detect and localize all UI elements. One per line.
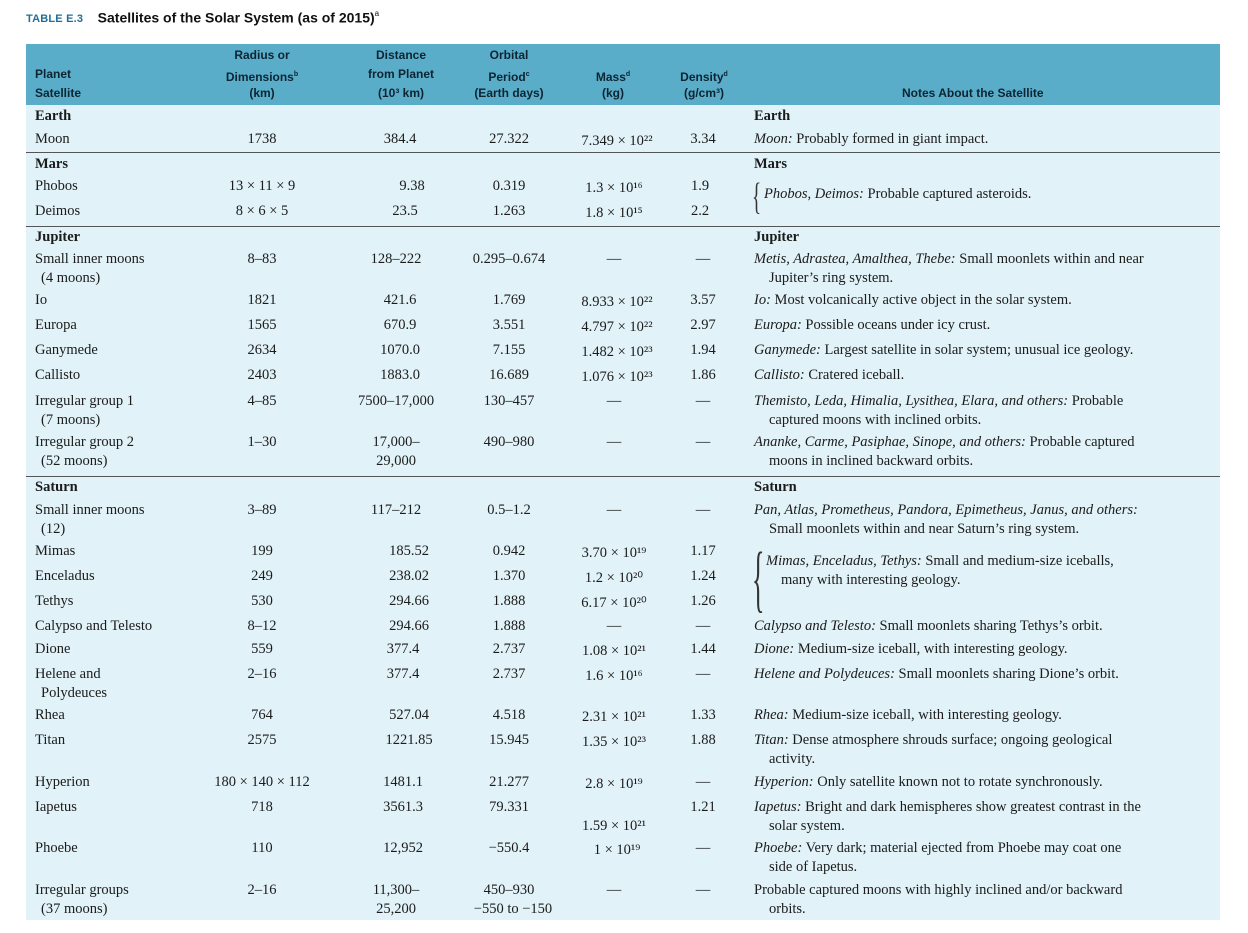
row-io-note: Io: Most volcanically active object in the solar system. (754, 292, 1072, 308)
row-phoebe-note-2: side of Iapetus. (769, 859, 858, 875)
row-jirr2-period: 490–980 (483, 434, 535, 450)
row-europa-distance: 670.9 (383, 317, 417, 333)
row-rhea-mass: 2.31 × 10²¹ (582, 709, 646, 725)
row-jsmall-density: — (695, 251, 711, 267)
row-phoebe-radius: 110 (251, 840, 273, 856)
row-calypso-mass: — (606, 618, 622, 634)
row-io-period: 1.769 (492, 292, 526, 308)
row-jirr2-mass: — (606, 434, 622, 450)
row-jirr1-density: — (695, 393, 711, 409)
row-callisto-note: Callisto: Cratered iceball. (754, 367, 905, 383)
row-deimos-period: 1.263 (492, 203, 526, 219)
row-titan-distance: 1221.85 (385, 732, 433, 748)
row-iapetus-radius: 718 (251, 799, 273, 815)
separator-mars (26, 152, 1220, 153)
row-ganymede-distance: 1070.0 (380, 342, 420, 358)
row-helene-name: Helene and (35, 666, 101, 682)
row-dione-note: Dione: Medium-size iceball, with interesting geology. (754, 641, 1068, 657)
row-iapetus-period: 79.331 (489, 799, 529, 815)
row-iapetus-name: Iapetus (35, 799, 77, 815)
note-group-earth: Earth (754, 108, 791, 124)
row-ganymede-name: Ganymede (35, 342, 98, 358)
group-saturn: Saturn (35, 479, 78, 495)
row-hyperion-name: Hyperion (35, 774, 90, 790)
row-moon-note: Moon: Probably formed in giant impact. (754, 131, 989, 147)
row-rhea-density: 1.33 (690, 707, 716, 723)
row-callisto-period: 16.689 (489, 367, 529, 383)
row-hyperion-density: — (695, 774, 711, 790)
row-phoebe-note: Phoebe: Very dark; material ejected from Phoebe may coat one (754, 840, 1122, 856)
note-group-mars: Mars (754, 156, 788, 172)
row-enceladus-distance: 238.02 (389, 568, 429, 584)
row-dione-name: Dione (35, 641, 71, 657)
row-jsmall-period: 0.295–0.674 (472, 251, 546, 267)
hdr-dist-1: Distance (375, 48, 427, 62)
row-hyperion-mass: 2.8 × 10¹⁹ (585, 776, 643, 792)
row-jirr2-distance-2: 29,000 (376, 453, 416, 469)
separator-saturn (26, 476, 1220, 477)
hdr-radius-2: Dimensions$^b$ (225, 70, 299, 84)
row-sirr-mass: — (606, 882, 622, 898)
row-phobos-period: 0.319 (492, 178, 526, 194)
table-header (26, 44, 1220, 105)
row-moon-radius: 1738 (247, 131, 277, 147)
row-jirr2-density: — (695, 434, 711, 450)
row-moon-distance: 384.4 (383, 131, 417, 147)
row-jirr1-name: Irregular group 1 (35, 393, 135, 409)
hdr-notes: Notes About the Satellite (902, 86, 1044, 100)
row-phobos-mass: 1.3 × 10¹⁶ (585, 180, 643, 196)
row-tethys-mass: 6.17 × 10²⁰ (581, 595, 647, 611)
row-titan-mass: 1.35 × 10²³ (582, 734, 646, 750)
row-calypso-note: Calypso and Telesto: Small moonlets sharing Tethys’s orbit. (754, 618, 1103, 634)
row-europa-density: 2.97 (690, 317, 716, 333)
row-jsmall-note-2: Jupiter’s ring system. (769, 270, 894, 286)
row-jirr2-name: Irregular group 2 (35, 434, 135, 450)
row-dione-mass: 1.08 × 10²¹ (582, 643, 646, 659)
row-phoebe-period: −550.4 (488, 840, 530, 856)
row-sirr-name: Irregular groups (35, 882, 129, 898)
row-io-name: Io (35, 292, 48, 308)
row-sirr-radius: 2–16 (247, 882, 277, 898)
row-phoebe-name: Phoebe (35, 840, 78, 856)
row-jsmall-mass: — (606, 251, 622, 267)
row-deimos-radius: 8 × 6 × 5 (235, 203, 289, 219)
row-iapetus-note: Iapetus: Bright and dark hemispheres show greatest contrast in the (754, 799, 1141, 815)
row-enceladus-period: 1.370 (492, 568, 526, 584)
row-deimos-mass: 1.8 × 10¹⁵ (585, 205, 643, 221)
row-calypso-period: 1.888 (492, 618, 526, 634)
row-jirr1-note-2: captured moons with inclined orbits. (769, 412, 982, 428)
row-sirr-name-2: (37 moons) (41, 901, 108, 917)
row-titan-density: 1.88 (690, 732, 716, 748)
row-rhea-name: Rhea (35, 707, 65, 723)
row-moon-period: 27.322 (489, 131, 529, 147)
row-helene-radius: 2–16 (247, 666, 277, 682)
hdr-satellite: Satellite (35, 86, 82, 100)
table-caption (26, 9, 379, 27)
row-jirr1-mass: — (606, 393, 622, 409)
row-ssmall-density: — (695, 502, 711, 518)
row-sirr-distance: 11,300– (372, 882, 420, 898)
row-jirr1-distance: 7500–17,000 (357, 393, 435, 409)
row-europa-period: 3.551 (492, 317, 526, 333)
row-tethys-period: 1.888 (492, 593, 526, 609)
row-deimos-name: Deimos (35, 203, 81, 219)
row-hyperion-period: 21.277 (489, 774, 529, 790)
row-rhea-period: 4.518 (492, 707, 526, 723)
row-ssmall-note-2: Small moonlets within and near Saturn’s ring system. (769, 521, 1080, 537)
hdr-dist-3: (10³ km) (377, 86, 424, 100)
row-io-distance: 421.6 (383, 292, 417, 308)
row-ganymede-density: 1.94 (690, 342, 716, 358)
row-phobos-radius: 13 × 11 × 9 (228, 178, 296, 194)
row-tethys-distance: 294.66 (389, 593, 429, 609)
row-jirr1-period: 130–457 (483, 393, 535, 409)
row-calypso-name: Calypso and Telesto (35, 618, 153, 634)
hdr-density-2: (g/cm³) (684, 86, 724, 100)
row-helene-mass: 1.6 × 10¹⁶ (585, 668, 643, 684)
hdr-planet: Planet (35, 67, 72, 81)
hdr-dist-2: from Planet (367, 67, 434, 81)
row-iapetus-note-2: solar system. (769, 818, 845, 834)
row-jirr2-radius: 1–30 (247, 434, 277, 450)
row-mimas-period: 0.942 (492, 543, 526, 559)
row-iapetus-mass: 1.59 × 10²¹ (582, 818, 646, 834)
row-mimas-radius: 199 (251, 543, 273, 559)
row-mimas-name: Mimas (35, 543, 76, 559)
row-dione-density: 1.44 (690, 641, 716, 657)
saturn-mid-brace: { (752, 538, 765, 620)
row-deimos-density: 2.2 (690, 203, 710, 219)
row-jirr2-note: Ananke, Carme, Pasiphae, Sinope, and others: Probable captured (754, 434, 1135, 450)
row-callisto-radius: 2403 (247, 367, 277, 383)
row-rhea-distance: 527.04 (389, 707, 429, 723)
row-moon-name: Moon (35, 131, 70, 147)
row-jsmall-distance: 128–222 (370, 251, 422, 267)
row-met-note: Mimas, Enceladus, Tethys: Small and medium-size iceballs, (766, 553, 1114, 569)
row-titan-period: 15.945 (489, 732, 529, 748)
row-titan-radius: 2575 (247, 732, 277, 748)
row-sirr-period: 450–930 (483, 882, 535, 898)
row-io-density: 3.57 (690, 292, 716, 308)
row-tethys-name: Tethys (35, 593, 74, 609)
row-jsmall-name-2: (4 moons) (41, 270, 101, 286)
row-hyperion-note: Hyperion: Only satellite known not to rotate synchronously. (754, 774, 1103, 790)
row-ssmall-radius: 3–89 (247, 502, 277, 518)
row-deimos-distance: 23.5 (392, 203, 418, 219)
row-jirr2-note-2: moons in inclined backward orbits. (769, 453, 974, 469)
row-tethys-radius: 530 (251, 593, 273, 609)
separator-jupiter (26, 226, 1220, 227)
row-mars-note: Phobos, Deimos: Probable captured asteroids. (764, 186, 1032, 202)
row-jirr1-name-2: (7 moons) (41, 412, 101, 428)
row-titan-note: Titan: Dense atmosphere shrouds surface; ongoing geological (754, 732, 1113, 748)
row-moon-mass: 7.349 × 10²² (581, 133, 653, 149)
row-rhea-radius: 764 (251, 707, 273, 723)
row-iapetus-distance: 3561.3 (383, 799, 423, 815)
row-helene-name-2: Polydeuces (41, 685, 108, 701)
table-label: TABLE E.3 (26, 13, 84, 26)
row-ssmall-name: Small inner moons (35, 502, 145, 518)
row-calypso-density: — (695, 618, 711, 634)
row-jsmall-note: Metis, Adrastea, Amalthea, Thebe: Small moonlets within and near (754, 251, 1144, 267)
row-helene-note: Helene and Polydeuces: Small moonlets sharing Dione’s orbit. (754, 666, 1119, 682)
row-phobos-distance: 9.38 (399, 178, 425, 194)
row-phobos-density: 1.9 (690, 178, 710, 194)
row-ganymede-note: Ganymede: Largest satellite in solar system; unusual ice geology. (754, 342, 1134, 358)
row-io-mass: 8.933 × 10²² (581, 294, 653, 310)
row-helene-distance: 377.4 (386, 666, 420, 682)
row-europa-name: Europa (35, 317, 77, 333)
row-ganymede-period: 7.155 (492, 342, 526, 358)
row-iapetus-density: 1.21 (690, 799, 716, 815)
row-tethys-density: 1.26 (690, 593, 716, 609)
row-moon-density: 3.34 (690, 131, 716, 147)
row-calypso-distance: 294.66 (389, 618, 429, 634)
title-footnote: a (374, 9, 380, 18)
group-earth: Earth (35, 108, 72, 124)
group-jupiter: Jupiter (35, 229, 81, 245)
row-hyperion-distance: 1481.1 (383, 774, 423, 790)
row-sirr-period-2: −550 to −150 (473, 901, 553, 917)
row-phobos-name: Phobos (35, 178, 78, 194)
hdr-mass-1: Mass$^d$ (595, 70, 631, 84)
row-hyperion-radius: 180 × 140 × 112 (214, 774, 310, 790)
row-rhea-note: Rhea: Medium-size iceball, with interesting geology. (754, 707, 1062, 723)
row-europa-radius: 1565 (247, 317, 277, 333)
row-ssmall-period: 0.5–1.2 (487, 502, 531, 518)
row-jirr2-distance: 17,000– (372, 434, 420, 450)
hdr-density-1: Density$^d$ (680, 70, 728, 84)
row-ssmall-name-2: (12) (41, 521, 66, 537)
row-jirr1-note: Themisto, Leda, Himalia, Lysithea, Elara, and others: Probable (754, 393, 1124, 409)
row-dione-distance: 377.4 (386, 641, 420, 657)
row-dione-radius: 559 (251, 641, 273, 657)
row-calypso-radius: 8–12 (247, 618, 277, 634)
row-mimas-density: 1.17 (690, 543, 716, 559)
row-europa-note: Europa: Possible oceans under icy crust. (754, 317, 991, 333)
row-enceladus-radius: 249 (251, 568, 273, 584)
table-title: Satellites of the Solar System (as of 2015) (97, 9, 375, 26)
note-group-jupiter: Jupiter (754, 229, 800, 245)
row-callisto-name: Callisto (35, 367, 81, 383)
row-phoebe-mass: 1 × 10¹⁹ (593, 842, 641, 858)
row-helene-period: 2.737 (492, 666, 526, 682)
row-phoebe-distance: 12,952 (383, 840, 423, 856)
row-sirr-density: — (695, 882, 711, 898)
row-helene-density: — (695, 666, 711, 682)
hdr-orbit-1: Orbital (489, 48, 529, 62)
group-mars: Mars (35, 156, 69, 172)
row-ssmall-distance: 117–212 (370, 502, 422, 518)
row-jsmall-name: Small inner moons (35, 251, 145, 267)
row-jsmall-radius: 8–83 (247, 251, 277, 267)
hdr-mass-2: (kg) (602, 86, 624, 100)
row-met-note-2: many with interesting geology. (781, 572, 961, 588)
row-mimas-distance: 185.52 (389, 543, 429, 559)
row-sirr-note-2: orbits. (769, 901, 806, 917)
row-europa-mass: 4.797 × 10²² (581, 319, 653, 335)
row-ssmall-mass: — (606, 502, 622, 518)
hdr-orbit-2: Period$^c$ (488, 70, 530, 84)
row-mimas-mass: 3.70 × 10¹⁹ (581, 545, 647, 561)
row-jirr2-name-2: (52 moons) (41, 453, 108, 469)
row-ganymede-radius: 2634 (247, 342, 277, 358)
row-io-radius: 1821 (247, 292, 277, 308)
row-enceladus-density: 1.24 (690, 568, 716, 584)
row-titan-name: Titan (35, 732, 66, 748)
row-jirr1-radius: 4–85 (247, 393, 277, 409)
row-callisto-distance: 1883.0 (380, 367, 420, 383)
note-group-saturn: Saturn (754, 479, 797, 495)
row-dione-period: 2.737 (492, 641, 526, 657)
row-enceladus-name: Enceladus (35, 568, 95, 584)
row-callisto-density: 1.86 (690, 367, 716, 383)
row-enceladus-mass: 1.2 × 10²⁰ (584, 570, 644, 586)
hdr-orbit-3: (Earth days) (474, 86, 544, 100)
row-ssmall-note: Pan, Atlas, Prometheus, Pandora, Epimetheus, Janus, and others: (754, 502, 1138, 518)
mars-brace: { (752, 176, 762, 218)
row-sirr-distance-2: 25,200 (376, 901, 416, 917)
row-phoebe-density: — (695, 840, 711, 856)
row-titan-note-2: activity. (769, 751, 816, 767)
hdr-radius-1: Radius or (234, 48, 290, 62)
row-ganymede-mass: 1.482 × 10²³ (581, 344, 653, 360)
row-callisto-mass: 1.076 × 10²³ (581, 369, 653, 385)
row-sirr-note: Probable captured moons with highly inclined and/or backward (754, 882, 1123, 898)
hdr-radius-3: (km) (249, 86, 275, 100)
